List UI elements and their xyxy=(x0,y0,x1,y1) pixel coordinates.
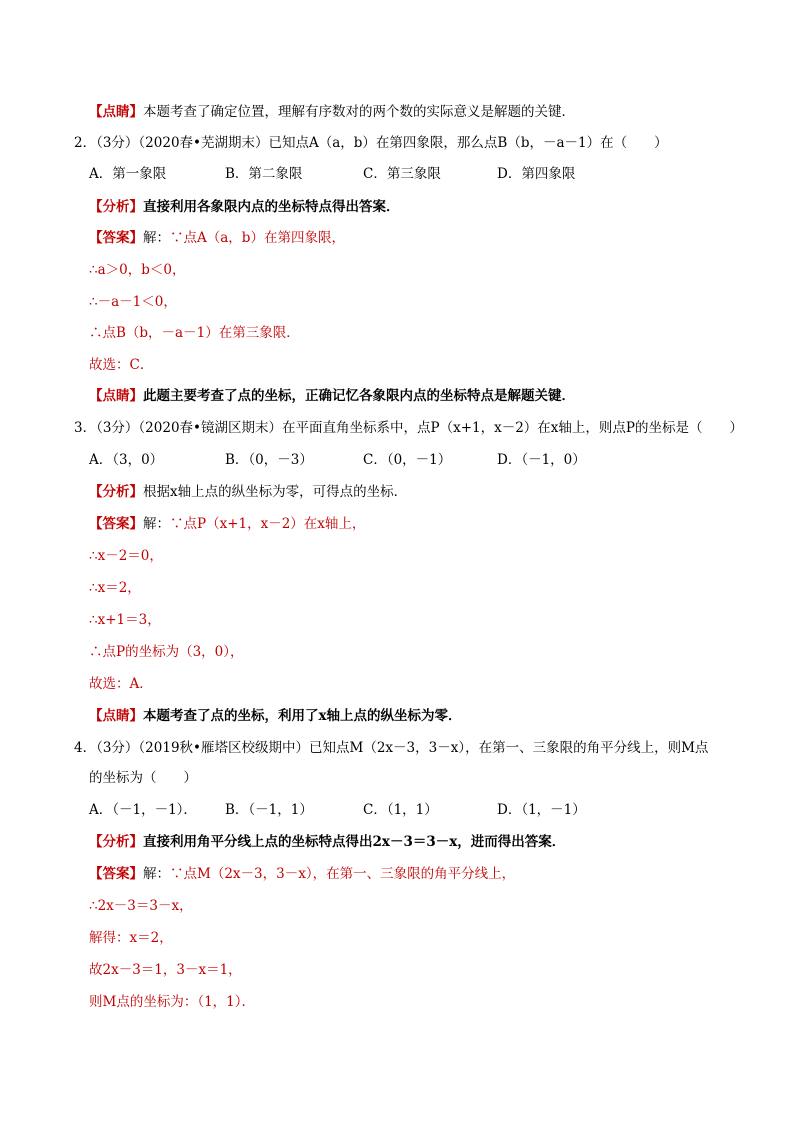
q2-dianjing-text: 此题主要考查了点的坐标，正确记忆各象限内点的坐标特点是解题关键． xyxy=(143,388,575,404)
q2-daan-line xyxy=(89,228,345,248)
q4-daan-line-0: ∵点M（2x－3，3－x），在第一、三象限的角平分线上， xyxy=(170,866,516,882)
q4-stem-line2: 的坐标为（ ） xyxy=(89,770,197,786)
q4-option-d: D．（1，－1） xyxy=(497,802,586,818)
q3-daan-line-5: 故选：A． xyxy=(89,676,153,692)
q2-option-b: B．第二象限 xyxy=(225,166,303,182)
q3-daan-line-4: ∴点P的坐标为（3，0）， xyxy=(89,644,244,660)
q1-dianjing-text: 本题考查了确定位置，理解有序数对的两个数的实际意义是解题的关键． xyxy=(143,104,575,120)
q4-stem-line1: 4．（3分）（2019秋•雁塔区校级期中）已知点M（2x－3，3－x），在第一、三象限的角平分线上，则M点 xyxy=(74,740,709,756)
q2-daan-line-1: ∴a＞0，b＜0， xyxy=(89,262,186,278)
q3-daan-line-1: ∴x－2＝0， xyxy=(89,548,163,564)
q2-option-d: D．第四象限 xyxy=(497,166,576,182)
q3-daan-line xyxy=(89,514,365,534)
q3-daan-prefix: 解： xyxy=(143,516,170,532)
q3-fenxi-text: 根据x轴上点的纵坐标为零，可得点的坐标． xyxy=(143,484,408,500)
q2-daan-line-2: ∴－a－1＜0， xyxy=(89,294,177,310)
q3-option-c: C．（0，－1） xyxy=(363,452,452,468)
q2-daan-line-4: 故选：C． xyxy=(89,357,154,373)
q2-stem: 2．（3分）（2020春•芜湖期末）已知点A（a，b）在第四象限，那么点B（b，－a－1）在（ ） xyxy=(74,135,668,151)
q4-option-b: B．（－1，1） xyxy=(225,802,313,818)
fenxi-tag: 【分析】 xyxy=(89,484,143,500)
q2-option-a: A．第一象限 xyxy=(89,166,167,182)
q2-option-c: C．第三象限 xyxy=(363,166,441,182)
q4-daan-line-1: ∴2x－3＝3－x， xyxy=(89,898,193,914)
daan-tag: 【答案】 xyxy=(89,866,143,882)
q4-daan-line xyxy=(89,864,515,884)
daan-tag: 【答案】 xyxy=(89,230,143,246)
q2-dianjing-line xyxy=(89,386,575,406)
q3-daan-line-2: ∴x＝2， xyxy=(89,580,141,596)
q2-daan-prefix: 解： xyxy=(143,230,170,246)
q3-daan-line-3: ∴x+1＝3， xyxy=(89,612,161,628)
q1-dianjing-line xyxy=(89,102,575,122)
q2-daan-line-0: ∵点A（a，b）在第四象限， xyxy=(170,230,345,246)
q4-fenxi-text: 直接利用角平分线上点的坐标特点得出2x－3＝3－x，进而得出答案． xyxy=(143,834,566,850)
daan-tag: 【答案】 xyxy=(89,516,143,532)
q4-option-c: C．（1，1） xyxy=(363,802,438,818)
q3-dianjing-line xyxy=(89,706,462,726)
q2-daan-line-3: ∴点B（b，－a－1）在第三象限． xyxy=(89,325,300,341)
q4-daan-line-4: 则M点的坐标为：（1，1）． xyxy=(89,994,256,1010)
q3-daan-line-0: ∵点P（x+1，x－2）在x轴上， xyxy=(170,516,366,532)
q3-dianjing-text: 本题考查了点的坐标，利用了x轴上点的纵坐标为零． xyxy=(143,708,462,724)
fenxi-tag: 【分析】 xyxy=(89,199,143,215)
q2-fenxi-text: 直接利用各象限内点的坐标特点得出答案． xyxy=(143,199,400,215)
q3-fenxi-line xyxy=(89,482,407,502)
q4-daan-line-3: 故2x－3＝1，3－x＝1， xyxy=(89,962,242,978)
q4-daan-line-2: 解得：x＝2， xyxy=(89,930,173,946)
q4-daan-prefix: 解： xyxy=(143,866,170,882)
fenxi-tag: 【分析】 xyxy=(89,834,143,850)
q3-option-a: A．（3，0） xyxy=(89,452,164,468)
dianjing-tag: 【点睛】 xyxy=(89,104,143,120)
q3-option-b: B．（0，－3） xyxy=(225,452,313,468)
q4-option-a: A．（－1，－1）． xyxy=(89,802,197,818)
dianjing-tag: 【点睛】 xyxy=(89,388,143,404)
dianjing-tag: 【点睛】 xyxy=(89,708,143,724)
q4-fenxi-line xyxy=(89,832,565,852)
q2-fenxi-line xyxy=(89,197,400,217)
q3-option-d: D．（－1，0） xyxy=(497,452,586,468)
q3-stem: 3．（3分）（2020春•镜湖区期末）在平面直角坐标系中，点P（x+1，x－2）在x轴上，则点P的坐标是（ ） xyxy=(74,420,743,436)
